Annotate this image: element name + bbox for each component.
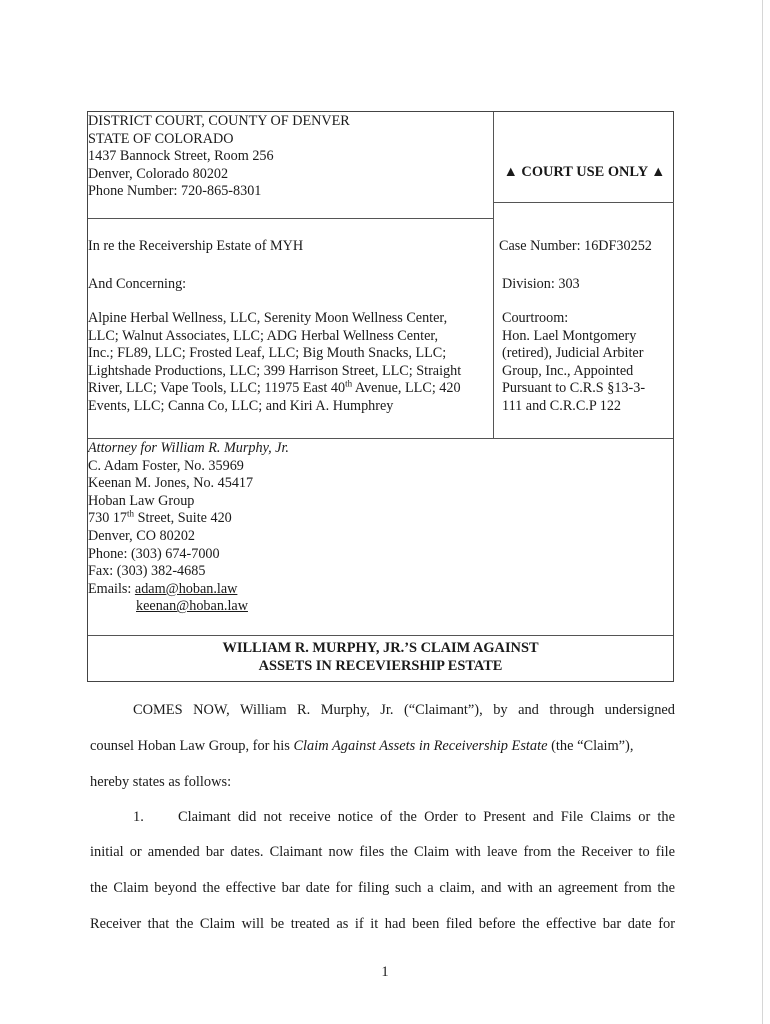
- parties-line: Lightshade Productions, LLC; 399 Harrison Street, LLC; Straight: [88, 362, 462, 379]
- court-use-divider: [494, 202, 674, 203]
- paragraph-line: Claimant did not receive notice of the Order to Present and File Claims or the: [178, 809, 675, 825]
- parties-line: [88, 380, 494, 398]
- emails-line-2: [88, 598, 494, 616]
- court-name: DISTRICT COURT, COUNTY OF DENVER: [88, 113, 350, 129]
- page-number: 1: [381, 964, 389, 980]
- courtroom-info: [502, 310, 678, 416]
- paragraph-text: counsel Hoban Law Group, for his: [90, 738, 294, 754]
- scan-edge-line: [762, 0, 763, 1024]
- parties-divider: [88, 438, 673, 439]
- attorney-heading: Attorney for William R. Murphy, Jr.: [88, 440, 289, 456]
- courtroom-line: Hon. Lael Montgomery: [502, 327, 637, 344]
- and-concerning-line: And Concerning:: [88, 276, 187, 292]
- paragraph-line: COMES NOW, William R. Murphy, Jr. (“Claimant”), by and through undersigned: [133, 702, 675, 718]
- courtroom-line: (retired), Judicial Arbiter: [502, 345, 644, 362]
- firm-city: Denver, CO 80202: [88, 527, 196, 544]
- paragraph-text: (the “Claim”),: [547, 738, 634, 754]
- caption-box: [87, 111, 674, 682]
- paragraph-line: the Claim beyond the effective bar date for filing such a claim, and with an agreement from the: [90, 880, 675, 896]
- attorney-name: C. Adam Foster, No. 35969: [88, 457, 244, 474]
- street-superscript: th: [127, 508, 135, 519]
- law-firm: Hoban Law Group: [88, 492, 195, 509]
- courtroom-line: Pursuant to C.R.S §13-3-: [502, 380, 646, 397]
- title-line: WILLIAM R. MURPHY, JR.’S CLAIM AGAINST: [222, 640, 539, 656]
- title-line: ASSETS IN RECEVIERSHIP ESTATE: [258, 658, 503, 674]
- paragraph-line: hereby states as follows:: [90, 774, 232, 790]
- court-info: [88, 113, 492, 201]
- attorney-name: Keenan M. Jones, No. 45417: [88, 475, 254, 492]
- parties-superscript: th: [345, 378, 353, 389]
- courtroom-line: Courtroom:: [502, 310, 569, 326]
- firm-phone: Phone: (303) 674-7000: [88, 545, 220, 562]
- street-text: Street, Suite 420: [134, 510, 232, 527]
- email-link[interactable]: adam@hoban.law: [134, 580, 238, 597]
- parties-line: Inc.; FL89, LLC; Frosted Leaf, LLC; Big Mouth Snacks, LLC;: [88, 345, 447, 362]
- document-title: [88, 639, 673, 675]
- courtroom-line: Group, Inc., Appointed: [502, 362, 634, 379]
- firm-street: [88, 510, 494, 528]
- email-link[interactable]: keenan@hoban.law: [136, 598, 248, 615]
- item-number: 1.: [133, 809, 144, 825]
- division: Division: 303: [502, 276, 580, 292]
- in-re-line: In re the Receivership Estate of MYH: [88, 238, 304, 254]
- emails-label: Emails:: [88, 580, 135, 597]
- attorney-block: [88, 440, 494, 616]
- parties-text: River, LLC; Vape Tools, LLC; 11975 East 40: [88, 380, 346, 397]
- attorney-divider: [88, 635, 673, 636]
- parties-line: LLC; Walnut Associates, LLC; ADG Herbal Wellness Center,: [88, 327, 439, 344]
- parties-list: [88, 310, 494, 416]
- claim-title-italic: Claim Against Assets in Receivership Estate: [293, 738, 548, 754]
- paragraph-line: [90, 737, 675, 755]
- court-phone: Phone Number: 720-865-8301: [88, 183, 262, 200]
- case-number: Case Number: 16DF30252: [499, 238, 652, 254]
- court-city: Denver, Colorado 80202: [88, 165, 229, 182]
- courtroom-line: 111 and C.R.C.P 122: [502, 397, 622, 414]
- court-use-only-label: ▲ COURT USE ONLY ▲: [503, 164, 666, 180]
- street-text: 730 17: [88, 510, 128, 527]
- firm-fax: Fax: (303) 382-4685: [88, 563, 206, 580]
- court-street: 1437 Bannock Street, Room 256: [88, 148, 274, 165]
- parties-line: Events, LLC; Canna Co, LLC; and Kiri A. Humphrey: [88, 397, 394, 414]
- paragraph-line: initial or amended bar dates. Claimant now files the Claim with leave from the Receiver to file: [90, 844, 675, 860]
- paragraph-line: Receiver that the Claim will be treated as if it had been filed before the effective bar date for: [90, 916, 675, 932]
- court-info-divider: [88, 218, 494, 219]
- emails-line: [88, 581, 494, 599]
- parties-line: Alpine Herbal Wellness, LLC, Serenity Moon Wellness Center,: [88, 310, 448, 326]
- court-state: STATE OF COLORADO: [88, 130, 234, 147]
- parties-text: Avenue, LLC; 420: [352, 380, 461, 397]
